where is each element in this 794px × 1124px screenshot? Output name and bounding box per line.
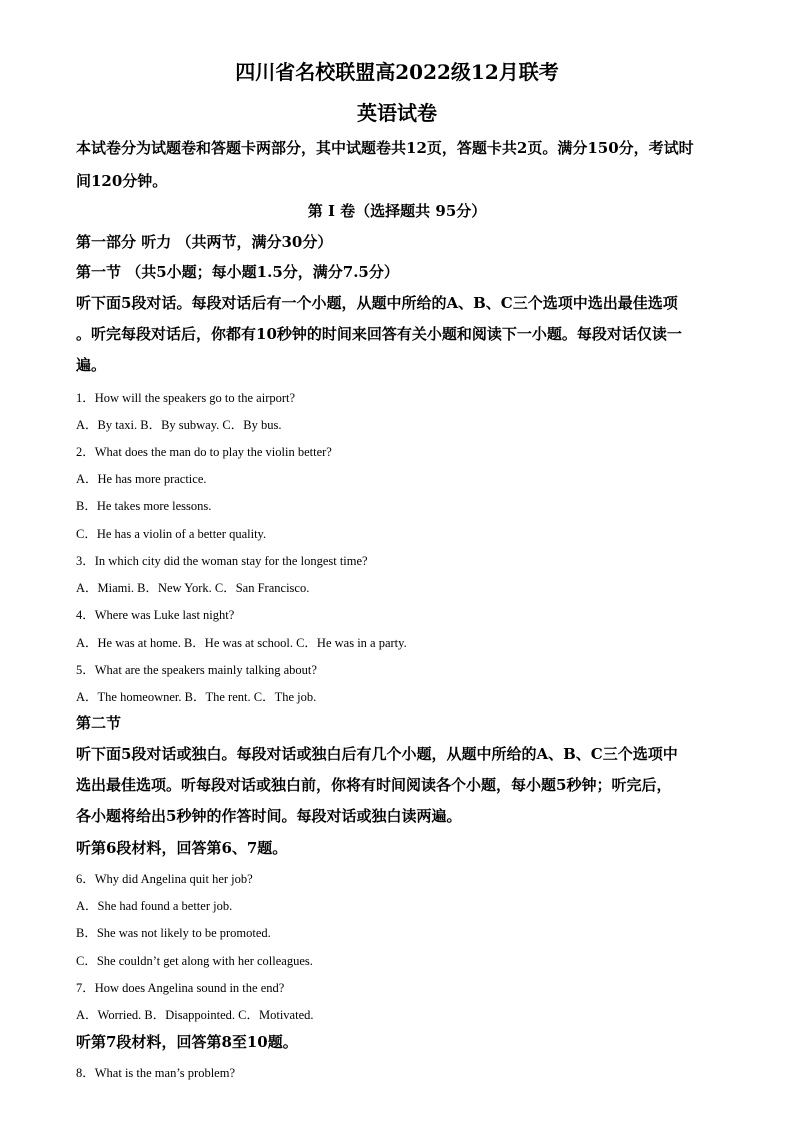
question-4: 4．Where was Luke last night? [76,608,235,622]
material-7-heading: 听第7段材料，回答第8至10题。 [76,1033,298,1051]
question-4-options: A．He was at home. B．He was at school. C．He was in a party. [76,636,407,650]
material-6-heading: 听第6段材料，回答第6、7题。 [76,839,288,857]
section1-heading: 第一节 （共5小题；每小题1.5分，满分7.5分） [76,263,399,281]
question-8: 8．What is the man’s problem? [76,1066,235,1080]
question-3: 3．In which city did the woman stay for the longest time? [76,554,368,568]
question-6: 6．Why did Angelina quit her job? [76,872,253,886]
question-5-options: A．The homeowner. B．The rent. C．The job. [76,690,317,704]
question-2-option-c: C．He has a violin of a better quality. [76,527,267,541]
section2-instr-3: 各小题将给出5秒钟的作答时间。每段对话或独白读两遍。 [76,807,462,825]
question-2-option-b: B．He takes more lessons. [76,499,212,513]
question-6-option-b: B．She was not likely to be promoted. [76,926,271,940]
exam-subject: 英语试卷 [357,101,437,125]
question-7-options: A．Worried. B．Disappointed. C．Motivated. [76,1008,314,1022]
part1-heading: 第一部分 听力 （共两节，满分30分） [76,233,333,251]
section2-instr-1: 听下面5段对话或独白。每段对话或独白后有几个小题，从题中所给的A、B、C三个选项中 [76,745,678,763]
intro-line-1: 本试卷分为试题卷和答题卡两部分，其中试题卷共12页，答题卡共2页。满分150分，考试时 [76,139,694,157]
section2-heading: 第二节 [76,714,122,732]
question-7: 7．How does Angelina sound in the end? [76,981,285,995]
volume-heading: 第 I 卷（选择题共 95分） [307,202,487,220]
section2-instr-2: 选出最佳选项。听每段对话或独白前，你将有时间阅读各个小题，每小题5秒钟；听完后， [76,776,672,794]
question-2-option-a: A．He has more practice. [76,472,207,486]
question-6-option-a: A．She had found a better job. [76,899,233,913]
question-5: 5．What are the speakers mainly talking about? [76,663,317,677]
section1-instr-3: 遍。 [76,356,107,374]
intro-line-2: 间120分钟。 [76,172,168,190]
section1-instr-1: 听下面5段对话。每段对话后有一个小题，从题中所给的A、B、C三个选项中选出最佳选项 [76,294,678,312]
question-3-options: A．Miami. B．New York. C．San Francisco. [76,581,310,595]
exam-title: 四川省名校联盟高2022级12月联考 [235,60,559,84]
question-6-option-c: C．She couldn’t get along with her colleagues. [76,954,313,968]
section1-instr-2: 。听完每段对话后，你都有10秒钟的时间来回答有关小题和阅读下一小题。每段对话仅读一 [76,325,682,343]
question-2: 2．What does the man do to play the violin better? [76,445,332,459]
question-1-options: A．By taxi. B．By subway. C．By bus. [76,418,282,432]
question-1: 1．How will the speakers go to the airport? [76,391,296,405]
